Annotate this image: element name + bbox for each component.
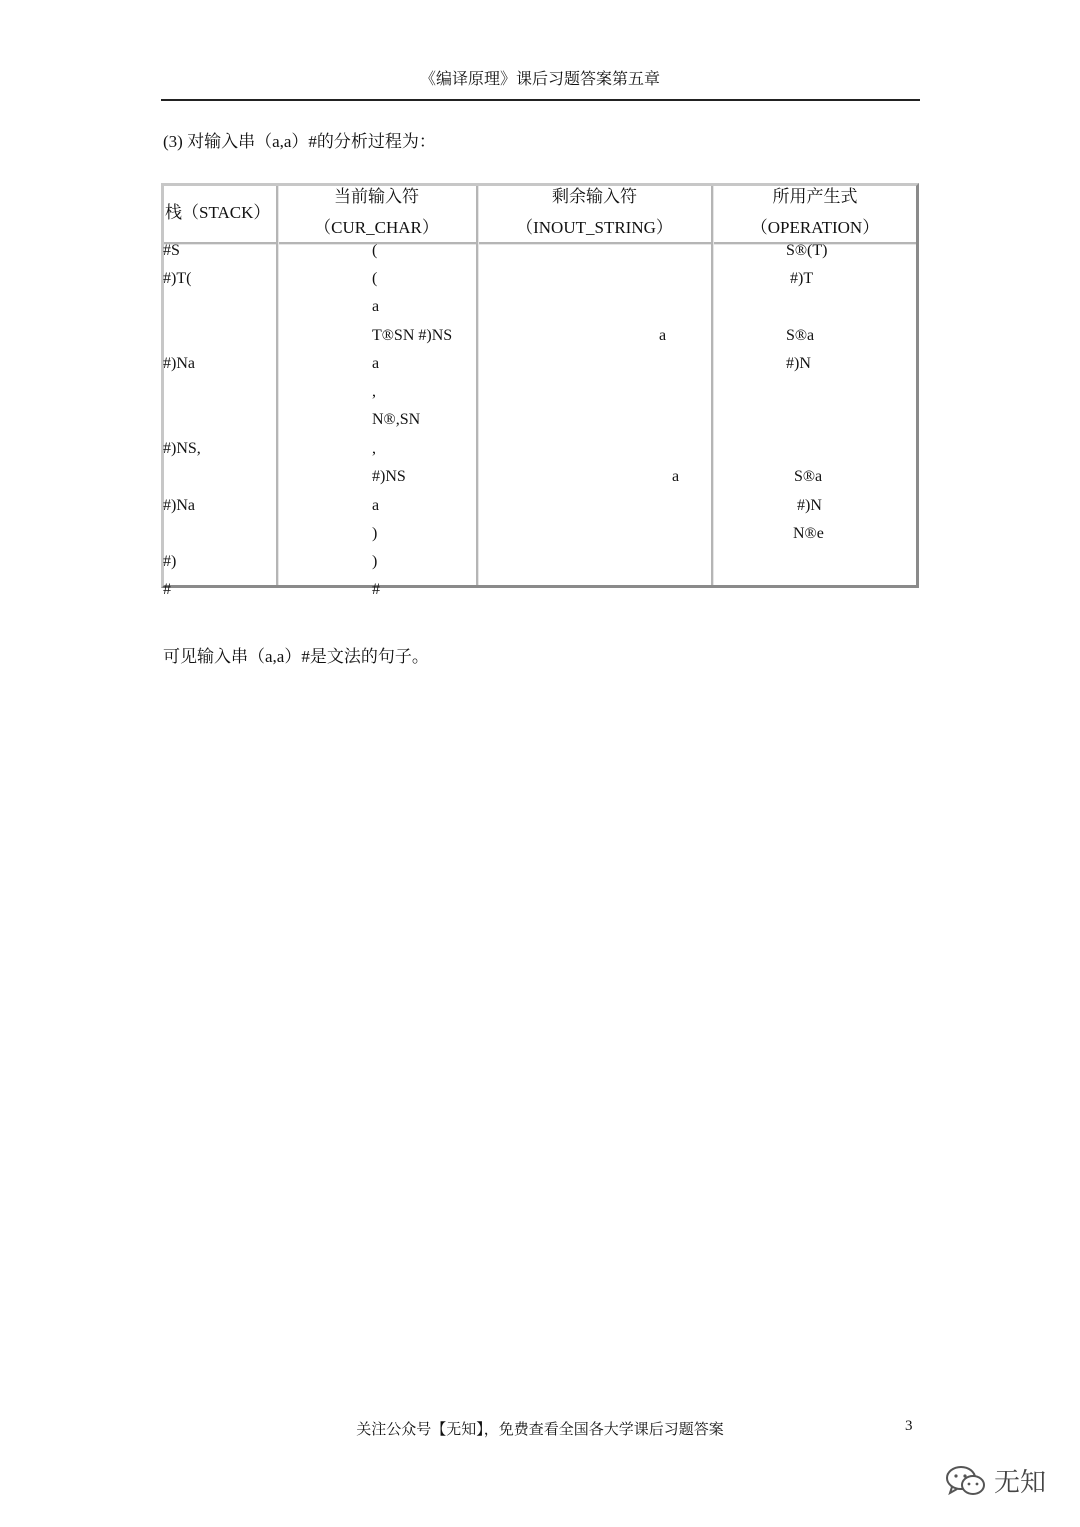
rest-input-cell: a xyxy=(659,327,667,344)
footer-note: 关注公众号【无知】，免费查看全国各大学课后习题答案 xyxy=(356,1422,724,1438)
stack-cell: #S xyxy=(163,242,180,259)
header-operation: 所用产生式 xyxy=(772,187,858,206)
column-divider-2 xyxy=(476,186,479,585)
operation-cell: N®e xyxy=(793,525,824,542)
operation-cell: S®a xyxy=(786,327,815,344)
cur-char-cell: a xyxy=(372,497,380,514)
intro-text: (3) 对输入串（a,a）#的分析过程为： xyxy=(163,132,436,151)
operation-cell: #)T xyxy=(790,270,814,287)
cur-char-cell: # xyxy=(372,581,380,598)
header-cur-char-en: （CUR_CHAR） xyxy=(314,218,439,237)
cur-char-cell: ( xyxy=(372,242,378,259)
cur-char-cell: ) xyxy=(372,525,378,542)
stack-cell: # xyxy=(163,581,171,598)
header-operation-en: （OPERATION） xyxy=(750,218,880,237)
header-cur-char: 当前输入符 xyxy=(334,187,419,206)
page-number: 3 xyxy=(905,1418,913,1434)
header-rest: 剩余输入符 xyxy=(552,187,637,206)
cur-char-cell: #)NS xyxy=(372,468,406,485)
column-divider-3 xyxy=(711,186,714,585)
header-rule xyxy=(161,99,920,101)
header-rest-en: （INOUT_STRING） xyxy=(516,218,673,237)
header-stack: 栈（STACK） xyxy=(165,203,271,222)
column-divider-1 xyxy=(276,186,279,585)
cur-char-cell: T®SN #)NS xyxy=(372,327,453,344)
wechat-icon xyxy=(944,1464,988,1498)
cur-char-cell: ( xyxy=(372,270,378,287)
stack-cell: #) xyxy=(163,553,177,570)
page-header-title: 《编译原理》课后习题答案第五章 xyxy=(419,71,660,88)
stack-cell: #)Na xyxy=(163,355,195,372)
operation-cell: S®(T) xyxy=(786,242,828,259)
cur-char-cell: a xyxy=(372,355,380,372)
watermark-text: 无知 xyxy=(994,1468,1047,1498)
cur-char-cell: N®,SN xyxy=(372,411,421,428)
operation-cell: #)N xyxy=(797,497,822,514)
conclusion-text: 可见输入串（a,a）#是文法的句子。 xyxy=(163,647,429,666)
cur-char-cell: ) xyxy=(372,553,378,570)
operation-cell: #)N xyxy=(786,355,811,372)
cur-char-cell: a xyxy=(372,298,380,315)
rest-input-cell: a xyxy=(672,468,680,485)
operation-cell: S®a xyxy=(794,468,823,485)
stack-cell: #)Na xyxy=(163,497,195,514)
cur-char-cell: , xyxy=(372,383,376,400)
stack-cell: #)NS, xyxy=(163,440,201,457)
watermark xyxy=(944,1462,1046,1499)
stack-cell: #)T( xyxy=(163,270,192,287)
cur-char-cell: , xyxy=(372,440,376,457)
